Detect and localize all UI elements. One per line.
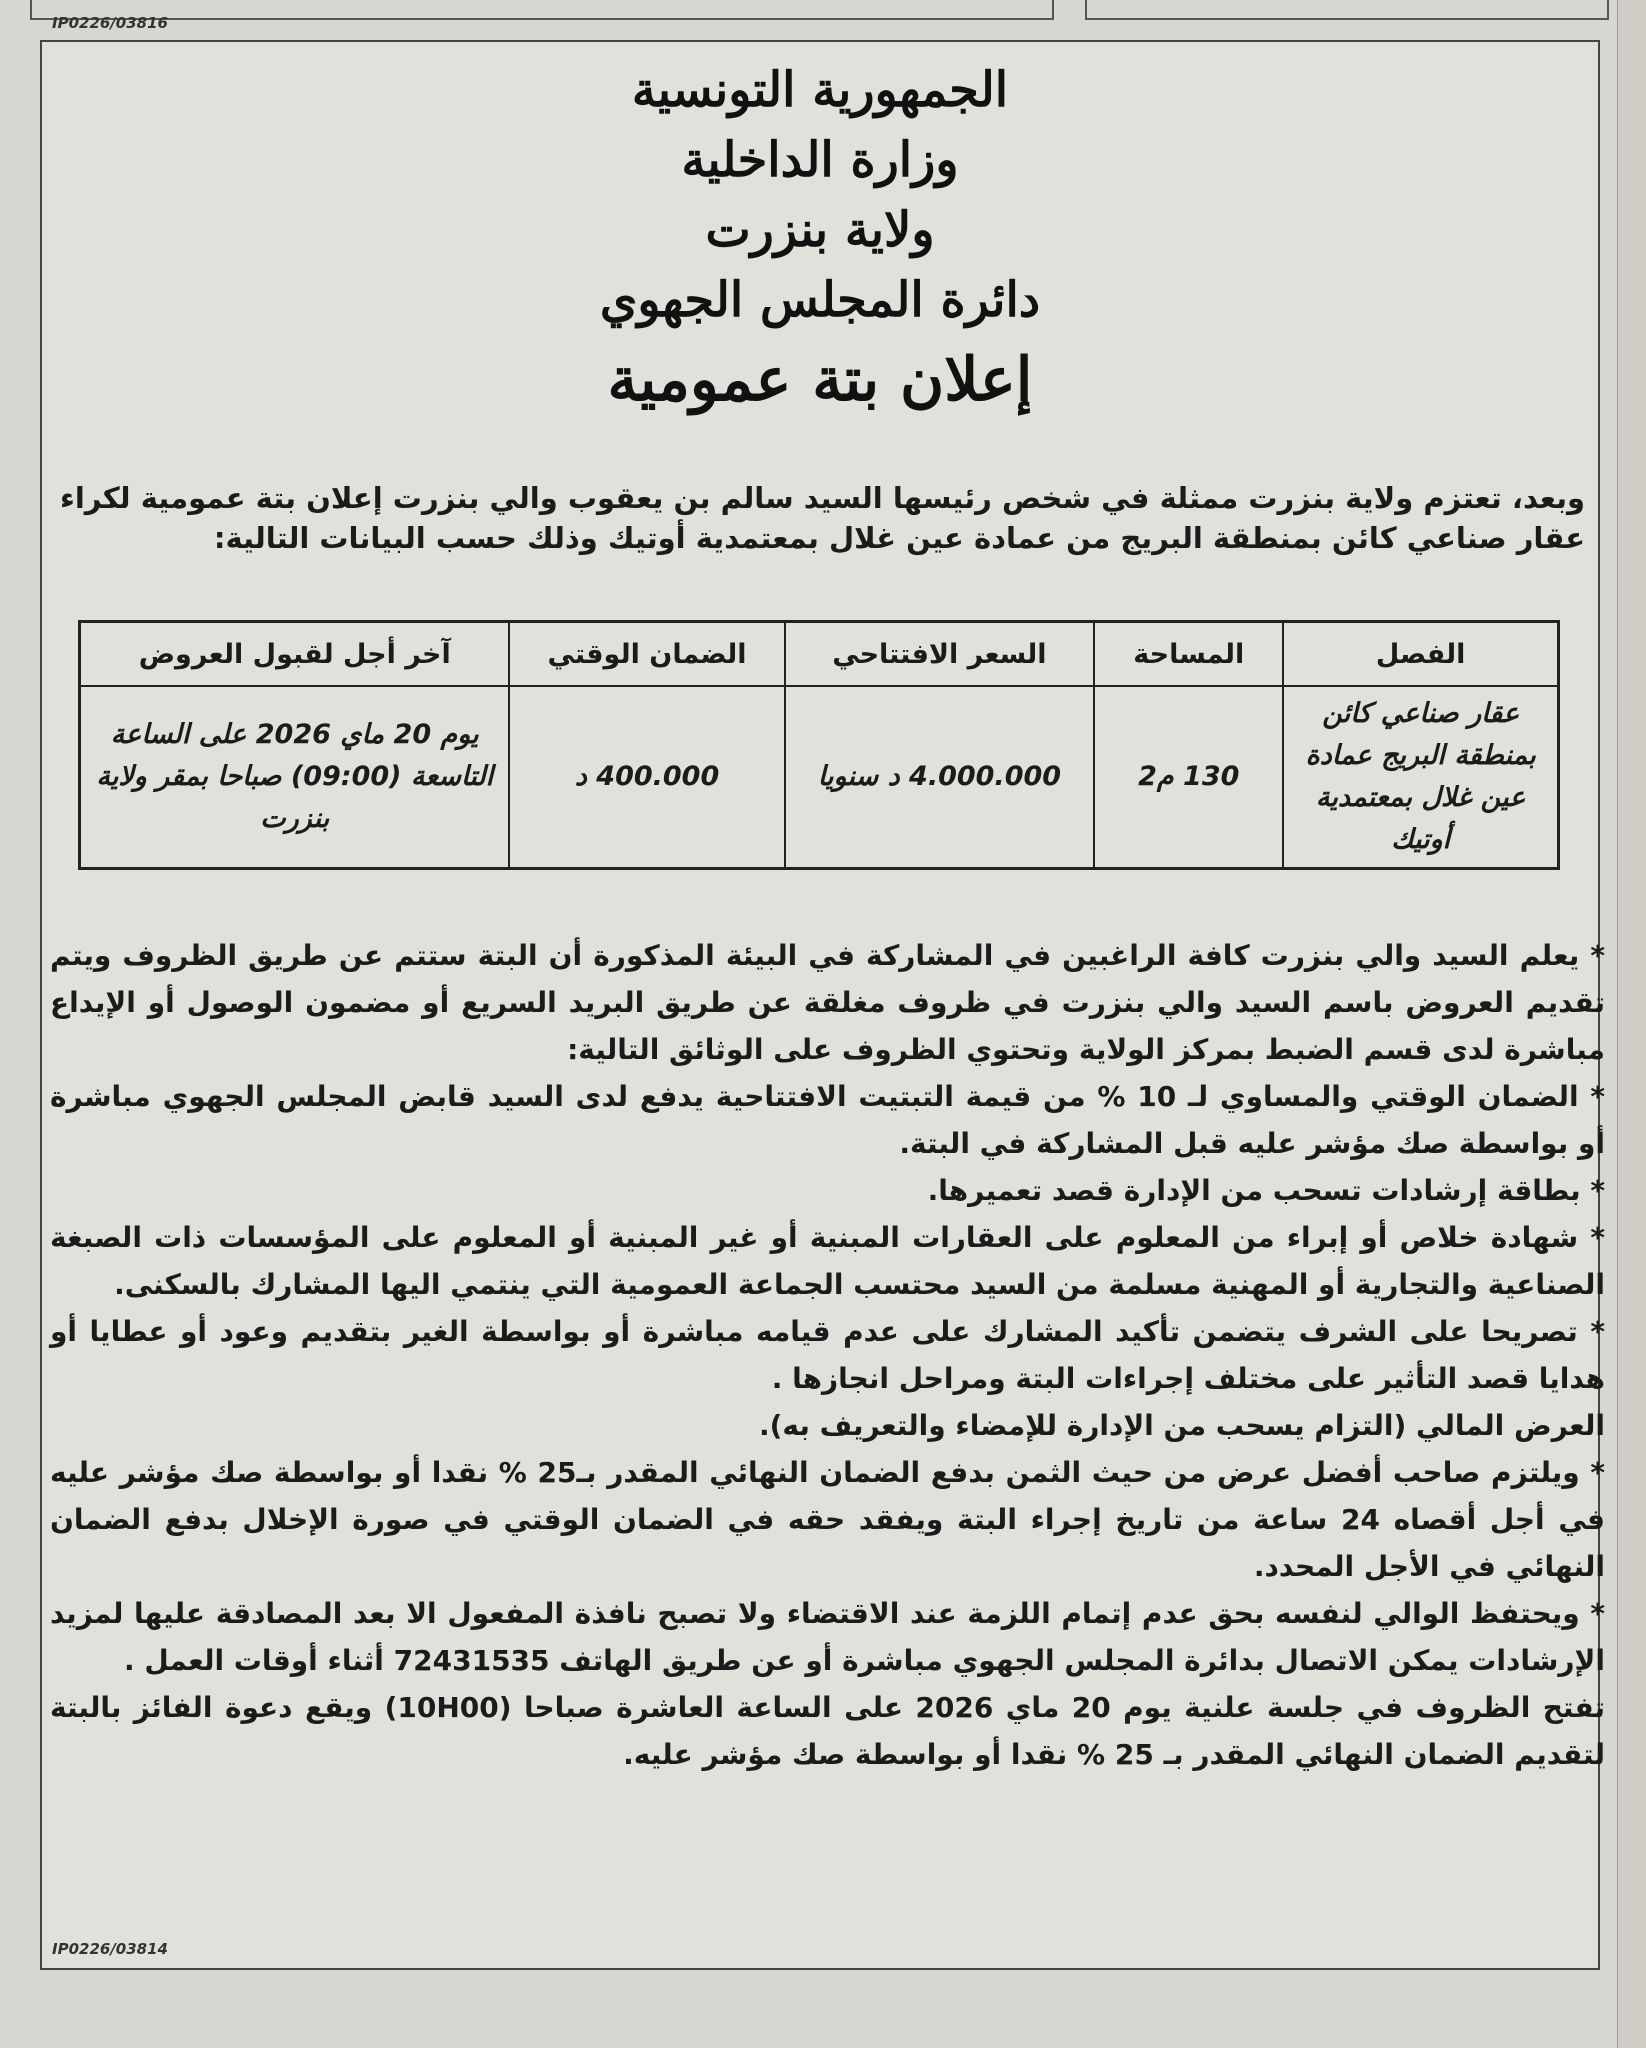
previous-ad-border-right — [1085, 0, 1609, 20]
paragraph-honor-declaration: * تصريحا على الشرف يتضمن تأكيد المشارك على عدم قيامه مباشرة أو بواسطة الغير بتقديم وعود أو عطايا أو هدايا قصد التأثير على مختلف إجراءات البتة ومراحل انجازها . — [50, 1315, 1605, 1395]
intro-paragraph: وبعد، تعتزم ولاية بنزرت ممثلة في شخص رئيسها السيد سالم بن يعقوب والي بنزرت إعلان بتة عمومية لكراء عقار صناعي كائن بمنطقة البريج من عمادة عين غلال بمعتمدية أوتيك وذلك حسب البيانات التالية: — [60, 481, 1585, 555]
col-header-deposit: الضمان الوقتي — [509, 622, 784, 687]
paragraph-tax-certificate: * شهادة خلاص أو إبراء من المعلوم على العقارات المبنية أو غير المبنية أو المعلوم على المؤسسات ذات الصبغة الصناعية والتجارية أو المهنية مسلمة من السيد محتسب الجماعة العمومية التي ينتمي اليها المشارك بالسكنى. — [50, 1221, 1605, 1301]
cell-deadline: يوم 20 ماي 2026 على الساعة التاسعة (09:00) صباحا بمقر ولاية بنزرت — [80, 686, 510, 869]
lot-table-header-row — [80, 622, 1559, 687]
paragraph-opening-session: تفتح الظروف في جلسة علنية يوم 20 ماي 2026 على الساعة العاشرة صباحا (10H00) ويقع دعوة الفائز بالبتة لتقديم الضمان النهائي المقدر بـ 25 % نقدا أو بواسطة صك مؤشر عليه. — [50, 1691, 1605, 1771]
col-header-area: المساحة — [1094, 622, 1283, 687]
previous-ad-border-left — [30, 0, 1054, 20]
header-governorate: ولاية بنزرت — [705, 202, 935, 258]
col-header-opening-price: السعر الافتتاحي — [785, 622, 1095, 687]
cell-lot: عقار صناعي كائن بمنطقة البريج عمادة عين غلال بمعتمدية أوتيك — [1283, 686, 1558, 869]
cell-deposit: 400.000 د — [509, 686, 784, 869]
paragraph-reservation: * ويحتفظ الوالي لنفسه بحق عدم إتمام اللزمة عند الاقتضاء ولا تصبح نافذة المفعول الا بعد المصادقة عليها لمزيد الإرشادات يمكن الاتصال بدائرة المجلس الجهوي مباشرة أو عن طريق الهاتف 72431535 أثناء أوقات العمل . — [50, 1597, 1605, 1677]
lot-table — [78, 620, 1560, 870]
col-header-deadline: آخر أجل لقبول العروض — [80, 622, 510, 687]
col-header-lot: الفصل — [1283, 622, 1558, 687]
adjacent-page-edge — [1617, 0, 1646, 2048]
ad-reference-code-bottom: IP0226/03814 — [52, 1940, 168, 1958]
header-department: دائرة المجلس الجهوي — [599, 272, 1041, 328]
header-republic: الجمهورية التونسية — [631, 62, 1009, 118]
announcement-title: إعلان بتة عمومية — [607, 345, 1033, 415]
paragraph-final-guarantee: * ويلتزم صاحب أفضل عرض من حيث الثمن بدفع الضمان النهائي المقدر بـ25 % نقدا أو بواسطة صك مؤشر عليه في أجل أقصاه 24 ساعة من تاريخ إجراء البتة ويفقد حقه في الضمان الوقتي في صورة الإخلال بدفع الضمان النهائي في الأجل المحدد. — [50, 1456, 1605, 1583]
paragraph-info-card: * بطاقة إرشادات تسحب من الإدارة قصد تعميرها. — [927, 1174, 1605, 1207]
paragraph-financial-offer: العرض المالي (التزام يسحب من الإدارة للإمضاء والتعريف به). — [758, 1409, 1605, 1442]
ad-reference-code-top: IP0226/03816 — [52, 14, 168, 32]
paragraph-deposit: * الضمان الوقتي والمساوي لـ 10 % من قيمة التبتيت الافتتاحية يدفع لدى السيد قابض المجلس الجهوي مباشرة أو بواسطة صك مؤشر عليه قبل المشاركة في البتة. — [50, 1080, 1606, 1160]
paragraph-submission: * يعلم السيد والي بنزرت كافة الراغبين في المشاركة في البيئة المذكورة أن البتة ستتم عن طريق الظروف ويتم تقديم العروض باسم السيد والي بنزرت في ظروف مغلقة عن طريق البريد السريع أو مضمون الوصول أو الإيداع مباشرة لدى قسم الضبط بمركز الولاية وتحتوي الظروف على الوثائق التالية: — [50, 939, 1605, 1066]
announcement-header — [40, 55, 1600, 425]
cell-area: 130 م2 — [1094, 686, 1283, 869]
header-ministry: وزارة الداخلية — [681, 132, 959, 188]
cell-opening-price: 4.000.000 د سنويا — [785, 686, 1095, 869]
table-row — [80, 686, 1559, 869]
conditions-body — [50, 932, 1605, 1778]
